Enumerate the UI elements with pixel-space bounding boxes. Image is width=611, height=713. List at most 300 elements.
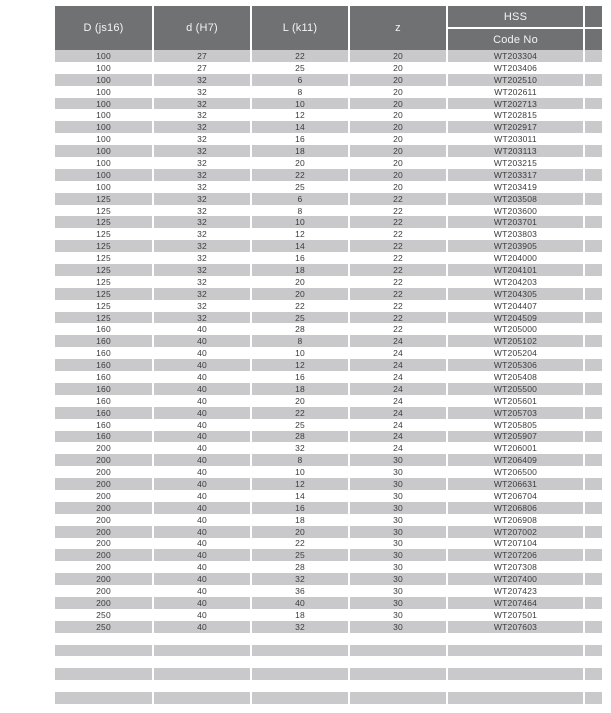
cell-d-bore: 27 [152, 62, 250, 74]
cell-l [250, 645, 348, 657]
table-row [55, 442, 602, 454]
cell-l: 14 [250, 490, 348, 502]
cell-l: 14 [250, 121, 348, 133]
cell-z [348, 668, 446, 680]
table-row [55, 109, 602, 121]
cell-d-bore: 40 [152, 347, 250, 359]
cell-extra [583, 74, 602, 86]
cell-l: 8 [250, 335, 348, 347]
cell-d: 100 [96, 50, 111, 61]
cell-z: 22 [348, 323, 446, 335]
table-row [55, 407, 602, 419]
cell-z: 24 [348, 395, 446, 407]
cell-code: WT207400 [446, 573, 583, 585]
cell-extra [583, 383, 602, 395]
cell-l [250, 680, 348, 692]
table-row [55, 169, 602, 181]
cell-d-bore: 32 [152, 252, 250, 264]
cell-d: 100 [96, 74, 111, 85]
cell-extra [583, 419, 602, 431]
cell-d-bore [152, 656, 250, 668]
cell-l: 16 [250, 252, 348, 264]
cell-d: 200 [96, 586, 111, 597]
cell-z: 22 [348, 300, 446, 312]
cell-l: 10 [250, 216, 348, 228]
cell-code: WT203905 [446, 240, 583, 252]
cell-d-bore: 32 [152, 276, 250, 288]
cell-z [348, 656, 446, 668]
cell-d-bore: 32 [152, 98, 250, 110]
cell-extra [583, 109, 602, 121]
cell-z: 30 [348, 514, 446, 526]
cell-z: 24 [348, 359, 446, 371]
cell-d-bore [152, 692, 250, 704]
cell-d: 125 [96, 312, 111, 323]
table-row [55, 98, 602, 110]
cell-z: 24 [348, 419, 446, 431]
cell-extra [583, 181, 602, 193]
cell-extra [583, 288, 602, 300]
cell-d-bore: 40 [152, 561, 250, 573]
cell-l [250, 692, 348, 704]
header-l-k11: L (k11) [250, 6, 348, 50]
cell-d: 160 [96, 395, 111, 406]
cell-extra [583, 692, 602, 704]
cell-code: WT205703 [446, 407, 583, 419]
cell-extra [583, 371, 602, 383]
table-row [55, 252, 602, 264]
empty-row [55, 692, 602, 704]
cell-d [55, 656, 152, 668]
cell-l: 22 [250, 407, 348, 419]
header-z: z [348, 6, 446, 50]
table-row [55, 371, 602, 383]
cell-z: 22 [348, 216, 446, 228]
cell-z: 30 [348, 478, 446, 490]
cell-code: WT206500 [446, 466, 583, 478]
cell-d [55, 692, 152, 704]
cell-d: 100 [96, 169, 111, 180]
table-row [55, 145, 602, 157]
cell-d [55, 668, 152, 680]
cell-z: 20 [348, 169, 446, 181]
header-extra-top [585, 6, 602, 27]
cell-extra [583, 193, 602, 205]
header-extra-column [583, 6, 602, 50]
cell-d: 200 [96, 574, 111, 585]
cell-d: 100 [96, 110, 111, 121]
cell-l: 20 [250, 157, 348, 169]
cell-z: 20 [348, 86, 446, 98]
table-body [55, 50, 602, 704]
table-row [55, 181, 602, 193]
cell-l [250, 668, 348, 680]
cell-l: 8 [250, 205, 348, 217]
cell-l: 32 [250, 621, 348, 633]
cell-d-bore: 32 [152, 133, 250, 145]
cell-l: 10 [250, 466, 348, 478]
cell-code: WT202611 [446, 86, 583, 98]
cell-z: 20 [348, 50, 446, 62]
cell-l: 8 [250, 454, 348, 466]
cell-extra [583, 431, 602, 443]
cell-d-bore: 40 [152, 621, 250, 633]
header-code-no: Code No [448, 29, 583, 50]
table-row [55, 573, 602, 585]
cell-extra [583, 561, 602, 573]
cell-l: 12 [250, 228, 348, 240]
cell-z: 22 [348, 276, 446, 288]
cell-d: 125 [96, 253, 111, 264]
cell-l: 18 [250, 264, 348, 276]
cell-extra [583, 62, 602, 74]
table-row [55, 74, 602, 86]
cell-z: 20 [348, 133, 446, 145]
cell-l: 40 [250, 597, 348, 609]
cell-code: WT204203 [446, 276, 583, 288]
cell-extra [583, 466, 602, 478]
cell-extra [583, 668, 602, 680]
table-row [55, 359, 602, 371]
cell-z: 30 [348, 597, 446, 609]
cell-code: WT203406 [446, 62, 583, 74]
cell-z: 20 [348, 145, 446, 157]
cell-d: 160 [96, 419, 111, 430]
cell-code: WT207603 [446, 621, 583, 633]
cell-d-bore: 32 [152, 300, 250, 312]
cell-d: 160 [96, 371, 111, 382]
cell-l: 25 [250, 181, 348, 193]
cell-code: WT205500 [446, 383, 583, 395]
cell-l: 16 [250, 133, 348, 145]
cell-extra [583, 205, 602, 217]
cell-extra [583, 359, 602, 371]
cell-code: WT203803 [446, 228, 583, 240]
table-row [55, 193, 602, 205]
cell-extra [583, 395, 602, 407]
table-row [55, 157, 602, 169]
cell-l: 22 [250, 538, 348, 550]
cell-extra [583, 645, 602, 657]
cell-extra [583, 680, 602, 692]
cell-d: 100 [96, 181, 111, 192]
table-row [55, 419, 602, 431]
cell-d-bore: 40 [152, 419, 250, 431]
table-row [55, 205, 602, 217]
cell-extra [583, 276, 602, 288]
cell-d-bore: 32 [152, 145, 250, 157]
cell-code: WT202713 [446, 98, 583, 110]
cell-code: WT206631 [446, 478, 583, 490]
cell-d: 200 [96, 550, 111, 561]
cell-z: 30 [348, 502, 446, 514]
cell-extra [583, 597, 602, 609]
cell-code: WT206409 [446, 454, 583, 466]
cell-d [55, 680, 152, 692]
table-row [55, 276, 602, 288]
cell-d-bore [152, 633, 250, 645]
cell-d-bore: 40 [152, 609, 250, 621]
cell-code: WT203508 [446, 193, 583, 205]
cell-code: WT204509 [446, 312, 583, 324]
cell-z: 30 [348, 549, 446, 561]
cell-extra [583, 133, 602, 145]
table-row [55, 454, 602, 466]
cell-code: WT207423 [446, 585, 583, 597]
cell-d: 160 [96, 407, 111, 418]
cell-d: 200 [96, 538, 111, 549]
cell-d-bore: 32 [152, 205, 250, 217]
cell-d-bore: 40 [152, 407, 250, 419]
cell-d-bore: 32 [152, 169, 250, 181]
table-row [55, 240, 602, 252]
cell-l: 25 [250, 419, 348, 431]
cell-extra [583, 656, 602, 668]
cell-extra [583, 323, 602, 335]
cell-z: 20 [348, 181, 446, 193]
cell-l: 14 [250, 240, 348, 252]
cell-d-bore: 32 [152, 181, 250, 193]
cell-extra [583, 169, 602, 181]
cell-code: WT205408 [446, 371, 583, 383]
header-extra-bottom [585, 29, 602, 50]
cell-z: 22 [348, 205, 446, 217]
spec-table [55, 6, 602, 704]
empty-row [55, 680, 602, 692]
cell-l: 25 [250, 62, 348, 74]
cell-code: WT205907 [446, 431, 583, 443]
cell-z: 20 [348, 62, 446, 74]
cell-code: WT207002 [446, 526, 583, 538]
cell-l: 6 [250, 74, 348, 86]
table-row [55, 121, 602, 133]
table-row [55, 585, 602, 597]
header-d-js16: D (js16) [55, 6, 152, 50]
cell-d: 200 [96, 455, 111, 466]
cell-extra [583, 98, 602, 110]
cell-d: 125 [96, 288, 111, 299]
cell-code [446, 656, 583, 668]
table-row [55, 383, 602, 395]
cell-d-bore: 32 [152, 312, 250, 324]
cell-d-bore: 32 [152, 264, 250, 276]
cell-code: WT203600 [446, 205, 583, 217]
cell-code: WT205601 [446, 395, 583, 407]
cell-code: WT205000 [446, 323, 583, 335]
table-row [55, 335, 602, 347]
cell-d-bore: 40 [152, 431, 250, 443]
cell-l: 20 [250, 288, 348, 300]
cell-d-bore: 32 [152, 193, 250, 205]
cell-z: 24 [348, 371, 446, 383]
cell-extra [583, 514, 602, 526]
table-row [55, 502, 602, 514]
cell-l: 32 [250, 442, 348, 454]
cell-d-bore: 32 [152, 288, 250, 300]
cell-extra [583, 538, 602, 550]
cell-l: 10 [250, 347, 348, 359]
cell-d: 200 [96, 502, 111, 513]
cell-code: WT207308 [446, 561, 583, 573]
cell-d-bore: 32 [152, 121, 250, 133]
cell-z: 30 [348, 526, 446, 538]
table-row [55, 288, 602, 300]
cell-d: 100 [96, 122, 111, 133]
cell-extra [583, 585, 602, 597]
cell-extra [583, 502, 602, 514]
cell-code: WT202917 [446, 121, 583, 133]
cell-d: 200 [96, 443, 111, 454]
cell-d [55, 645, 152, 657]
table-row [55, 86, 602, 98]
table-row [55, 490, 602, 502]
cell-d: 200 [96, 490, 111, 501]
cell-code: WT206001 [446, 442, 583, 454]
table-row [55, 597, 602, 609]
cell-code: WT203419 [446, 181, 583, 193]
cell-extra [583, 490, 602, 502]
cell-d: 160 [96, 360, 111, 371]
cell-d-bore: 32 [152, 86, 250, 98]
cell-d: 250 [96, 621, 111, 632]
cell-l: 20 [250, 276, 348, 288]
cell-l: 25 [250, 549, 348, 561]
cell-d-bore: 27 [152, 50, 250, 62]
empty-row [55, 645, 602, 657]
cell-d-bore: 40 [152, 573, 250, 585]
cell-z: 30 [348, 454, 446, 466]
cell-d: 200 [96, 514, 111, 525]
cell-d: 100 [96, 146, 111, 157]
cell-l: 28 [250, 323, 348, 335]
table-row [55, 478, 602, 490]
cell-code [446, 668, 583, 680]
cell-d-bore: 40 [152, 514, 250, 526]
cell-extra [583, 526, 602, 538]
cell-z: 24 [348, 335, 446, 347]
cell-d: 125 [96, 300, 111, 311]
cell-d: 125 [96, 229, 111, 240]
cell-d-bore: 40 [152, 454, 250, 466]
cell-code: WT204000 [446, 252, 583, 264]
cell-d: 160 [96, 348, 111, 359]
cell-code: WT203215 [446, 157, 583, 169]
cell-code: WT203011 [446, 133, 583, 145]
cell-extra [583, 549, 602, 561]
cell-extra [583, 454, 602, 466]
cell-d: 100 [96, 134, 111, 145]
cell-d-bore: 40 [152, 335, 250, 347]
cell-z: 24 [348, 442, 446, 454]
cell-code: WT206704 [446, 490, 583, 502]
cell-z: 22 [348, 228, 446, 240]
cell-code: WT206908 [446, 514, 583, 526]
cell-z: 30 [348, 490, 446, 502]
cell-z: 30 [348, 573, 446, 585]
cell-d: 160 [96, 383, 111, 394]
table-row [55, 312, 602, 324]
table-row [55, 466, 602, 478]
cell-code: WT204305 [446, 288, 583, 300]
cell-code: WT203113 [446, 145, 583, 157]
cell-l: 6 [250, 193, 348, 205]
cell-extra [583, 86, 602, 98]
cell-extra [583, 228, 602, 240]
cell-extra [583, 573, 602, 585]
cell-d-bore: 40 [152, 597, 250, 609]
cell-code: WT207206 [446, 549, 583, 561]
cell-z: 20 [348, 157, 446, 169]
cell-d: 160 [96, 324, 111, 335]
table-row [55, 228, 602, 240]
cell-d: 200 [96, 562, 111, 573]
cell-l: 16 [250, 371, 348, 383]
table-header [55, 6, 602, 50]
cell-d-bore: 40 [152, 383, 250, 395]
cell-d: 100 [96, 86, 111, 97]
cell-code: WT204101 [446, 264, 583, 276]
table-row [55, 538, 602, 550]
cell-extra [583, 407, 602, 419]
cell-z [348, 633, 446, 645]
cell-z: 24 [348, 431, 446, 443]
cell-d-bore: 40 [152, 395, 250, 407]
cell-extra [583, 633, 602, 645]
cell-z: 20 [348, 121, 446, 133]
cell-d-bore: 32 [152, 228, 250, 240]
cell-extra [583, 121, 602, 133]
cell-extra [583, 442, 602, 454]
cell-z: 30 [348, 609, 446, 621]
cell-z: 30 [348, 466, 446, 478]
table-row [55, 62, 602, 74]
header-d-h7: d (H7) [152, 6, 250, 50]
cell-d-bore: 32 [152, 216, 250, 228]
cell-extra [583, 252, 602, 264]
cell-z: 22 [348, 240, 446, 252]
table-row [55, 514, 602, 526]
cell-extra [583, 621, 602, 633]
cell-d: 125 [96, 276, 111, 287]
cell-z [348, 692, 446, 704]
cell-l: 36 [250, 585, 348, 597]
cell-l: 28 [250, 431, 348, 443]
cell-z: 24 [348, 347, 446, 359]
cell-d: 200 [96, 597, 111, 608]
cell-d: 160 [96, 431, 111, 442]
table-row [55, 300, 602, 312]
cell-d-bore: 40 [152, 502, 250, 514]
cell-z [348, 680, 446, 692]
cell-l: 12 [250, 109, 348, 121]
cell-code [446, 692, 583, 704]
cell-l: 22 [250, 50, 348, 62]
cell-z: 20 [348, 98, 446, 110]
cell-d: 200 [96, 479, 111, 489]
cell-extra [583, 609, 602, 621]
cell-l: 8 [250, 86, 348, 98]
cell-extra [583, 312, 602, 324]
cell-code: WT203317 [446, 169, 583, 181]
cell-code [446, 645, 583, 657]
cell-code: WT207464 [446, 597, 583, 609]
cell-extra [583, 478, 602, 490]
table-row [55, 395, 602, 407]
cell-d: 100 [96, 157, 111, 168]
cell-l: 20 [250, 526, 348, 538]
cell-l: 25 [250, 312, 348, 324]
cell-code: WT205102 [446, 335, 583, 347]
